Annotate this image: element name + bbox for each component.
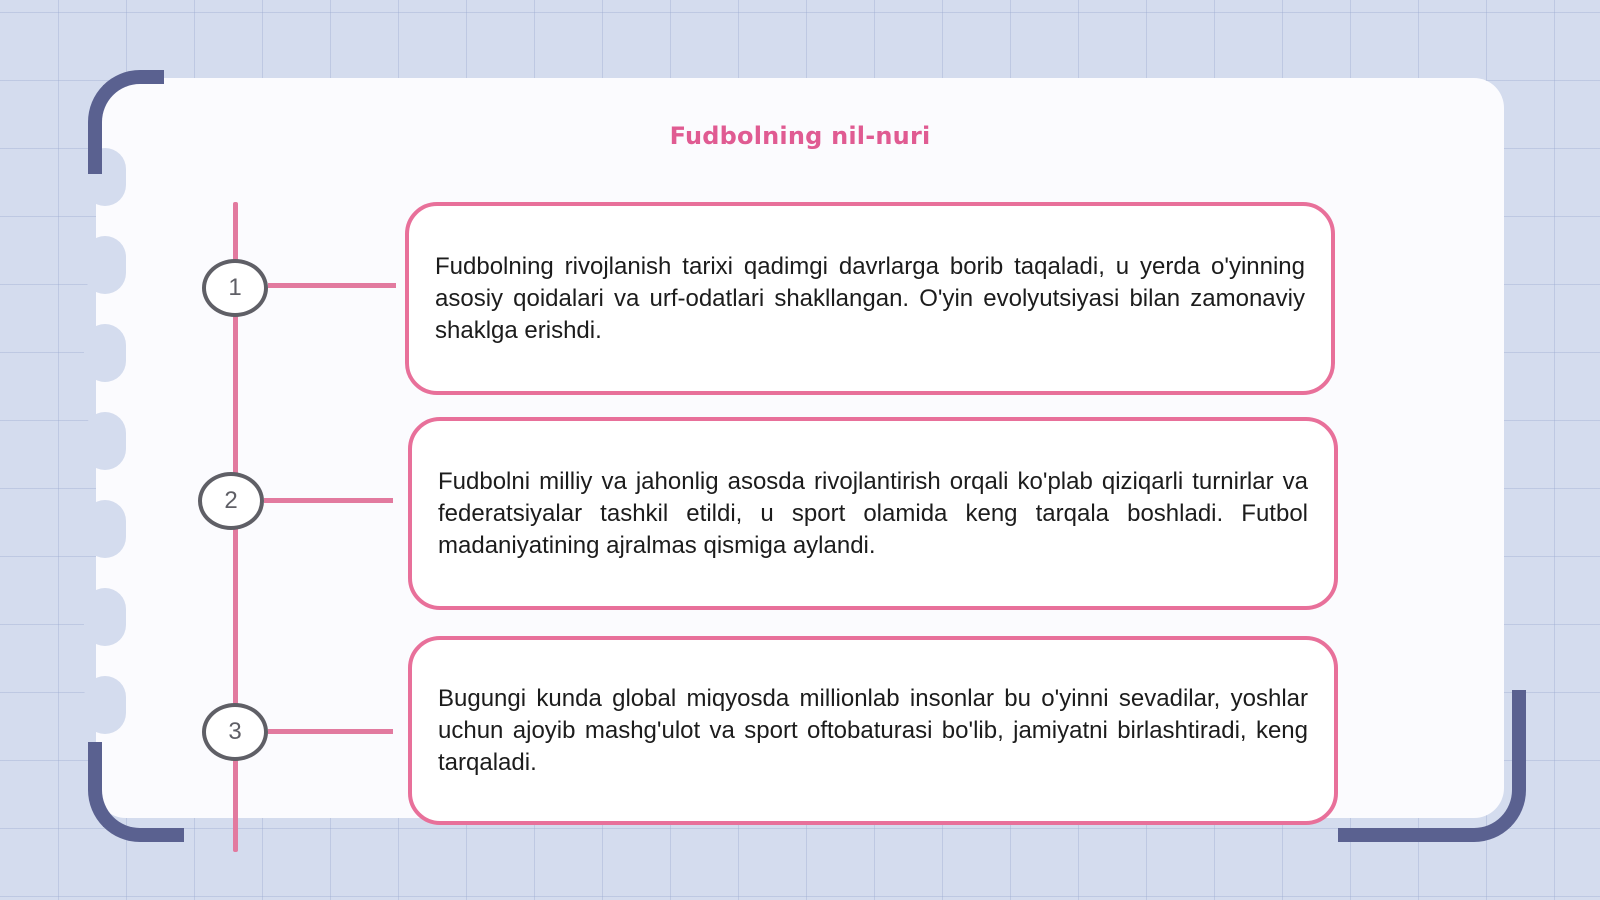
notebook-scallop xyxy=(84,500,126,558)
notebook-scallop xyxy=(84,324,126,382)
step-number-2: 2 xyxy=(198,472,264,530)
step-card-3 xyxy=(408,636,1338,825)
notebook-scallop xyxy=(84,588,126,646)
timeline-connector xyxy=(264,498,393,503)
step-number-3: 3 xyxy=(202,703,268,761)
step-number-1: 1 xyxy=(202,259,268,317)
step-card-1 xyxy=(405,202,1335,395)
timeline-connector xyxy=(268,729,393,734)
slide-title: Fudbolning nil-nuri xyxy=(669,122,931,150)
notebook-scallop xyxy=(84,236,126,294)
notebook-scallop xyxy=(84,412,126,470)
step-card-2 xyxy=(408,417,1338,610)
corner-bracket-bottom-left xyxy=(88,742,184,842)
step-text-1: Fudbolning rivojlanish tarixi qadimgi davrlarga borib taqaladi, u yerda o'yinning asosiy qoidalari va urf-odatlari shakllangan. O'yin evolyutsiyasi bilan zamonaviy shaklga erishdi. xyxy=(435,252,1305,344)
timeline-connector xyxy=(268,283,396,288)
notebook-scallop xyxy=(84,676,126,734)
step-text-3: Bugungi kunda global miqyosda millionlab insonlar bu o'yinni sevadilar, yoshlar uchun ajoyib mashg'ulot va sport oftobaturasi bo'lib, jamiyatni birlashtiradi, keng tarqaladi. xyxy=(438,684,1308,776)
corner-bracket-bottom-right xyxy=(1338,690,1526,842)
step-text-2: Fudbolni milliy va jahonlig asosda rivojlantirish orqali ko'plab qiziqarli turnirlar va federatsiyalar tashkil etildi, u sport olamida keng tarqala boshladi. Futbol madaniyatining ajralmas qismiga aylandi. xyxy=(438,467,1308,559)
